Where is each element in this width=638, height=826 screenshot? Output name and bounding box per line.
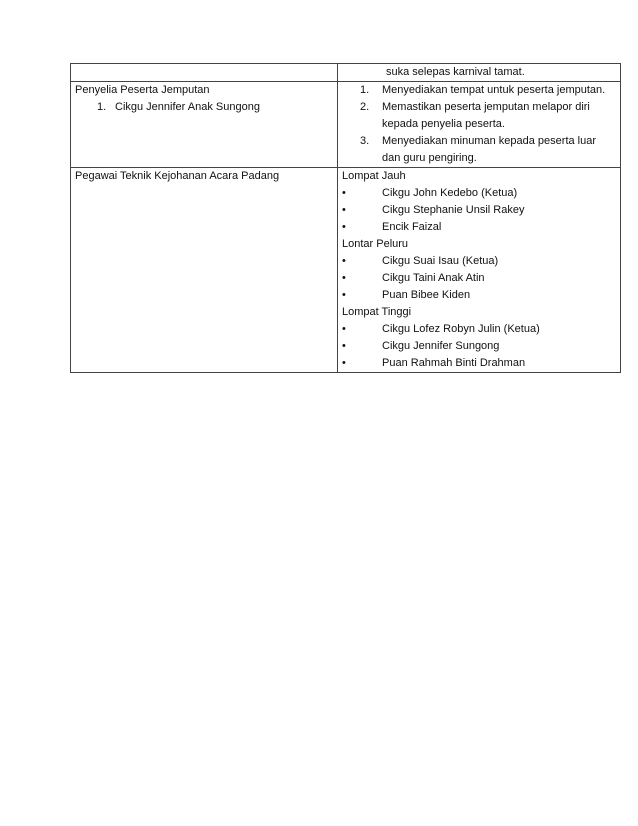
list-item: • Puan Rahmah Binti Drahman: [342, 355, 616, 372]
list-item: • Encik Faizal: [342, 219, 616, 236]
duty-item: 1. Menyediakan tempat untuk peserta jemputan.: [360, 84, 606, 96]
role-cell: [71, 168, 338, 373]
list-item: • Puan Bibee Kiden: [342, 287, 616, 304]
table-row: [71, 64, 621, 82]
list-item: • Cikgu Suai Isau (Ketua): [342, 253, 616, 270]
bullet-icon: •: [342, 323, 346, 335]
duty-cell: [338, 168, 621, 373]
list-item: • Cikgu Lofez Robyn Julin (Ketua): [342, 321, 616, 338]
duty-cell: [338, 82, 621, 168]
table-row: [71, 82, 621, 168]
group-heading: Lompat Jauh: [342, 170, 406, 182]
role-cell: [71, 64, 338, 82]
member-item: 1. Cikgu Jennifer Anak Sungong: [97, 101, 260, 113]
list-item: • Cikgu John Kedebo (Ketua): [342, 185, 616, 202]
list-item: • Cikgu Stephanie Unsil Rakey: [342, 202, 616, 219]
group-heading: Lompat Tinggi: [342, 306, 412, 318]
duty-continuation: suka selepas karnival tamat.: [386, 66, 525, 78]
role-title: Pegawai Teknik Kejohanan Acara Padang: [75, 170, 280, 182]
group-heading: Lontar Peluru: [342, 238, 409, 250]
list-item: • Cikgu Taini Anak Atin: [342, 270, 616, 287]
bullet-icon: •: [342, 187, 346, 199]
duty-item: 3. Menyediakan minuman kepada peserta luar dan guru pengiring.: [360, 135, 597, 164]
bullet-icon: •: [342, 340, 346, 352]
bullet-icon: •: [342, 221, 346, 233]
committee-table: [70, 63, 621, 373]
bullet-icon: •: [342, 289, 346, 301]
table-row: [71, 168, 621, 373]
bullet-icon: •: [342, 272, 346, 284]
duty-cell: [338, 64, 621, 82]
bullet-icon: •: [342, 357, 346, 369]
role-cell: [71, 82, 338, 168]
bullet-icon: •: [342, 255, 346, 267]
list-item: • Cikgu Jennifer Sungong: [342, 338, 616, 355]
role-title: Penyelia Peserta Jemputan: [75, 84, 210, 96]
bullet-icon: •: [342, 204, 346, 216]
duty-item: 2. Memastikan peserta jemputan melapor diri kepada penyelia peserta.: [360, 101, 590, 130]
